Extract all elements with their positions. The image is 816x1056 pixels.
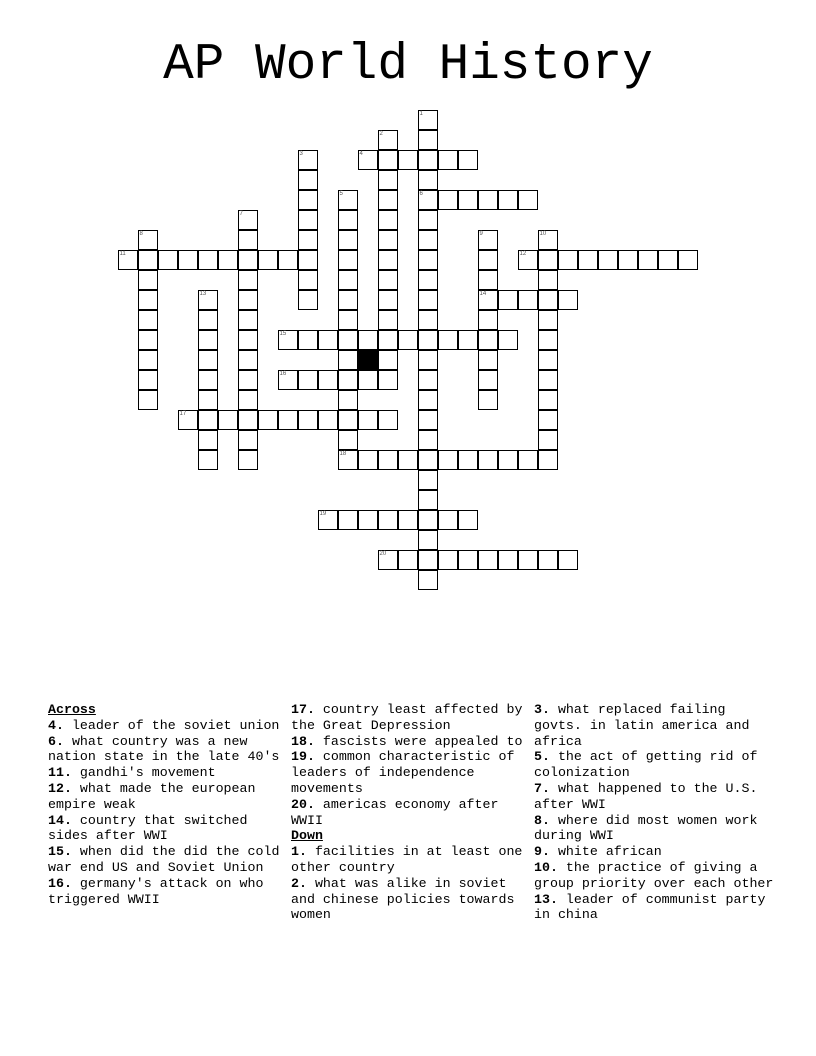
- grid-cell[interactable]: [338, 310, 358, 330]
- clue-number: 5: [339, 190, 343, 197]
- grid-cell[interactable]: [338, 450, 358, 470]
- clue-number: 2: [379, 130, 383, 137]
- grid-cell[interactable]: [478, 390, 498, 410]
- grid-cell[interactable]: [138, 250, 158, 270]
- grid-cell[interactable]: [538, 450, 558, 470]
- grid-cell[interactable]: [338, 210, 358, 230]
- grid-cell[interactable]: [418, 350, 438, 370]
- grid-cell[interactable]: [518, 550, 538, 570]
- grid-cell[interactable]: [378, 150, 398, 170]
- grid-cell[interactable]: [678, 250, 698, 270]
- grid-cell[interactable]: [298, 190, 318, 210]
- across-heading: Across: [48, 702, 96, 717]
- grid-cell[interactable]: [398, 450, 418, 470]
- grid-cell[interactable]: [478, 350, 498, 370]
- grid-cell[interactable]: [378, 370, 398, 390]
- grid-cell[interactable]: [538, 430, 558, 450]
- down-heading: Down: [291, 828, 323, 844]
- grid-cell[interactable]: [318, 410, 338, 430]
- grid-cell[interactable]: [438, 550, 458, 570]
- grid-cell[interactable]: [338, 410, 358, 430]
- grid-cell[interactable]: [198, 310, 218, 330]
- grid-cell[interactable]: [298, 410, 318, 430]
- grid-cell[interactable]: [358, 330, 378, 350]
- puzzle-title: AP World History: [163, 37, 653, 94]
- grid-cell[interactable]: [358, 370, 378, 390]
- grid-cell[interactable]: [538, 310, 558, 330]
- grid-cell[interactable]: [378, 450, 398, 470]
- clue-column-1: [48, 702, 288, 907]
- grid-cell[interactable]: [538, 250, 558, 270]
- grid-cell[interactable]: [318, 370, 338, 390]
- grid-cell[interactable]: [238, 370, 258, 390]
- clue-number: 1: [419, 110, 423, 117]
- grid-cell[interactable]: [418, 430, 438, 450]
- grid-cell[interactable]: [418, 470, 438, 490]
- grid-cell[interactable]: [238, 210, 258, 230]
- grid-cell[interactable]: [338, 430, 358, 450]
- grid-cell[interactable]: [418, 290, 438, 310]
- grid-cell[interactable]: [498, 330, 518, 350]
- grid-cell[interactable]: [238, 250, 258, 270]
- grid-cell[interactable]: [478, 230, 498, 250]
- clue-down-9: 9. white african: [534, 844, 662, 860]
- grid-cell[interactable]: [618, 250, 638, 270]
- grid-cell[interactable]: [238, 310, 258, 330]
- grid-cell[interactable]: [438, 450, 458, 470]
- grid-cell[interactable]: [298, 370, 318, 390]
- grid-cell[interactable]: [418, 310, 438, 330]
- grid-cell[interactable]: [198, 430, 218, 450]
- grid-cell[interactable]: [138, 370, 158, 390]
- grid-cell[interactable]: [578, 250, 598, 270]
- grid-cell[interactable]: [298, 210, 318, 230]
- grid-cell[interactable]: [498, 290, 518, 310]
- grid-cell[interactable]: [338, 390, 358, 410]
- grid-cell[interactable]: [138, 350, 158, 370]
- grid-cell[interactable]: [418, 130, 438, 150]
- grid-cell[interactable]: [518, 250, 538, 270]
- grid-cell[interactable]: [458, 450, 478, 470]
- clue-number: 12: [519, 250, 527, 257]
- grid-cell[interactable]: [478, 250, 498, 270]
- clue-across-4: 4. leader of the soviet union: [48, 717, 280, 733]
- grid-cell[interactable]: [338, 270, 358, 290]
- grid-cell[interactable]: [358, 510, 378, 530]
- grid-cell[interactable]: [238, 330, 258, 350]
- grid-cell[interactable]: [478, 550, 498, 570]
- clue-down-7: 7. what happened to the U.S. after WWI: [534, 780, 758, 812]
- clue-down-3: 3. what replaced failing govts. in latin america and africa: [534, 702, 750, 749]
- grid-cell[interactable]: [538, 270, 558, 290]
- grid-cell[interactable]: [298, 170, 318, 190]
- grid-cell[interactable]: [458, 150, 478, 170]
- grid-cell[interactable]: [198, 290, 218, 310]
- grid-cell[interactable]: [238, 350, 258, 370]
- grid-cell[interactable]: [478, 370, 498, 390]
- grid-cell[interactable]: [298, 250, 318, 270]
- grid-cell[interactable]: [338, 230, 358, 250]
- grid-cell[interactable]: [378, 210, 398, 230]
- grid-cell[interactable]: [198, 390, 218, 410]
- grid-cell[interactable]: [538, 330, 558, 350]
- grid-cell[interactable]: [218, 250, 238, 270]
- grid-cell[interactable]: [518, 290, 538, 310]
- grid-cell[interactable]: [398, 150, 418, 170]
- grid-cell[interactable]: [138, 230, 158, 250]
- grid-cell[interactable]: [478, 290, 498, 310]
- grid-cell[interactable]: [378, 310, 398, 330]
- clue-number: 9: [479, 230, 483, 237]
- grid-cell[interactable]: [638, 250, 658, 270]
- grid-cell[interactable]: [498, 450, 518, 470]
- clue-down-2: 2. what was alike in soviet and chinese policies towards women: [291, 875, 515, 923]
- clue-down-8: 8. where did most women work during WWI: [534, 812, 758, 844]
- grid-cell[interactable]: [418, 250, 438, 270]
- grid-cell[interactable]: [378, 170, 398, 190]
- grid-cell[interactable]: [538, 390, 558, 410]
- clue-number: 7: [239, 210, 243, 217]
- grid-cell[interactable]: [478, 270, 498, 290]
- grid-cell[interactable]: [418, 110, 438, 130]
- grid-cell[interactable]: [498, 550, 518, 570]
- grid-cell[interactable]: [238, 430, 258, 450]
- clue-across-11: 11. gandhi's movement: [48, 765, 216, 781]
- clue-across-19: 19. common characteristic of leaders of independence movements: [291, 749, 515, 796]
- clue-number: 20: [379, 550, 387, 557]
- grid-cell[interactable]: [558, 250, 578, 270]
- grid-cell[interactable]: [378, 410, 398, 430]
- grid-cell[interactable]: [458, 510, 478, 530]
- clue-across-14: 14. country that switched sides after WWI: [48, 812, 248, 844]
- grid-cell[interactable]: [438, 510, 458, 530]
- grid-cell[interactable]: [378, 550, 398, 570]
- grid-cell[interactable]: [538, 350, 558, 370]
- grid-cell[interactable]: [138, 330, 158, 350]
- grid-cell[interactable]: [418, 370, 438, 390]
- grid-cell[interactable]: [598, 250, 618, 270]
- grid-cell[interactable]: [378, 190, 398, 210]
- grid-cell[interactable]: [478, 310, 498, 330]
- grid-cell[interactable]: [278, 330, 298, 350]
- grid-cell[interactable]: [198, 330, 218, 350]
- clue-across-17: 17. country least affected by the Great Depression: [291, 702, 523, 733]
- grid-cell[interactable]: [338, 290, 358, 310]
- grid-cell[interactable]: [258, 410, 278, 430]
- grid-cell[interactable]: [138, 270, 158, 290]
- grid-cell[interactable]: [398, 330, 418, 350]
- grid-cell[interactable]: [538, 370, 558, 390]
- grid-cell[interactable]: [398, 510, 418, 530]
- clue-across-15: 15. when did the did the cold war end US and Soviet Union: [48, 844, 280, 875]
- grid-cell[interactable]: [198, 250, 218, 270]
- clue-number: 13: [199, 290, 207, 297]
- clue-number: 10: [539, 230, 547, 237]
- clue-number: 16: [279, 370, 287, 377]
- grid-cell[interactable]: [538, 410, 558, 430]
- grid-cell[interactable]: [558, 550, 578, 570]
- grid-cell[interactable]: [278, 250, 298, 270]
- grid-cell[interactable]: [418, 450, 438, 470]
- clue-down-5: 5. the act of getting rid of colonization: [534, 749, 758, 781]
- grid-cell[interactable]: [558, 290, 578, 310]
- grid-cell[interactable]: [338, 350, 358, 370]
- grid-cell[interactable]: [198, 350, 218, 370]
- clue-number: 17: [179, 410, 187, 417]
- grid-cell[interactable]: [278, 370, 298, 390]
- clue-number: 14: [479, 290, 487, 297]
- grid-cell[interactable]: [538, 230, 558, 250]
- grid-cell[interactable]: [418, 170, 438, 190]
- crossword-grid: [118, 110, 718, 610]
- grid-cell[interactable]: [418, 530, 438, 550]
- grid-cell[interactable]: [118, 250, 138, 270]
- grid-cell[interactable]: [418, 190, 438, 210]
- grid-cell[interactable]: [298, 150, 318, 170]
- grid-cell[interactable]: [378, 250, 398, 270]
- grid-cell[interactable]: [378, 350, 398, 370]
- grid-cell[interactable]: [418, 550, 438, 570]
- grid-cell[interactable]: [318, 510, 338, 530]
- grid-cell[interactable]: [418, 570, 438, 590]
- grid-cell[interactable]: [138, 290, 158, 310]
- grid-cell[interactable]: [338, 370, 358, 390]
- grid-cell[interactable]: [358, 150, 378, 170]
- grid-cell[interactable]: [298, 330, 318, 350]
- grid-cell[interactable]: [438, 330, 458, 350]
- grid-cell[interactable]: [458, 550, 478, 570]
- grid-cell[interactable]: [478, 190, 498, 210]
- grid-cell[interactable]: [358, 410, 378, 430]
- clue-number: 4: [359, 150, 363, 157]
- grid-cell[interactable]: [378, 290, 398, 310]
- grid-cell[interactable]: [418, 210, 438, 230]
- clue-column-2: [291, 702, 531, 923]
- grid-cell[interactable]: [438, 190, 458, 210]
- grid-cell[interactable]: [138, 390, 158, 410]
- clue-number: 6: [419, 190, 423, 197]
- grid-cell[interactable]: [138, 310, 158, 330]
- grid-cell[interactable]: [238, 410, 258, 430]
- clue-across-6: 6. what country was a new nation state in the late 40's: [48, 733, 280, 765]
- clue-number: 8: [139, 230, 143, 237]
- grid-cell[interactable]: [298, 270, 318, 290]
- clue-across-12: 12. what made the european empire weak: [48, 780, 256, 812]
- grid-cell[interactable]: [238, 390, 258, 410]
- grid-cell[interactable]: [318, 330, 338, 350]
- grid-cell[interactable]: [458, 190, 478, 210]
- grid-cell[interactable]: [238, 230, 258, 250]
- clue-number: 18: [339, 450, 347, 457]
- clue-across-16: 16. germany's attack on who triggered WWII: [48, 875, 264, 907]
- black-cell: [358, 350, 378, 370]
- clue-down-13: 13. leader of communist party in china: [534, 891, 766, 923]
- grid-cell[interactable]: [418, 270, 438, 290]
- grid-cell[interactable]: [538, 290, 558, 310]
- grid-cell[interactable]: [238, 450, 258, 470]
- clue-number: 15: [279, 330, 287, 337]
- grid-cell[interactable]: [518, 190, 538, 210]
- grid-cell[interactable]: [418, 390, 438, 410]
- clue-across-20: 20. americas economy after WWII: [291, 796, 499, 828]
- grid-cell[interactable]: [198, 410, 218, 430]
- clue-down-10: 10. the practice of giving a group priority over each other: [534, 859, 774, 891]
- grid-cell[interactable]: [198, 370, 218, 390]
- clue-across-18: 18. fascists were appealed to: [291, 733, 523, 749]
- grid-cell[interactable]: [258, 250, 278, 270]
- grid-cell[interactable]: [358, 450, 378, 470]
- clue-number: 11: [119, 250, 126, 257]
- grid-cell[interactable]: [458, 330, 478, 350]
- grid-cell[interactable]: [378, 130, 398, 150]
- grid-cell[interactable]: [498, 190, 518, 210]
- grid-cell[interactable]: [338, 190, 358, 210]
- grid-cell[interactable]: [218, 410, 238, 430]
- grid-cell[interactable]: [378, 230, 398, 250]
- grid-cell[interactable]: [378, 270, 398, 290]
- grid-cell[interactable]: [478, 330, 498, 350]
- grid-cell[interactable]: [438, 150, 458, 170]
- grid-cell[interactable]: [198, 450, 218, 470]
- grid-cell[interactable]: [418, 410, 438, 430]
- grid-cell[interactable]: [338, 330, 358, 350]
- grid-cell[interactable]: [378, 330, 398, 350]
- grid-cell[interactable]: [158, 250, 178, 270]
- grid-cell[interactable]: [178, 250, 198, 270]
- grid-cell[interactable]: [658, 250, 678, 270]
- grid-cell[interactable]: [238, 270, 258, 290]
- grid-cell[interactable]: [278, 410, 298, 430]
- grid-cell[interactable]: [238, 290, 258, 310]
- grid-cell[interactable]: [478, 450, 498, 470]
- grid-cell[interactable]: [338, 250, 358, 270]
- clue-number: 19: [319, 510, 327, 517]
- grid-cell[interactable]: [418, 230, 438, 250]
- grid-cell[interactable]: [298, 290, 318, 310]
- grid-cell[interactable]: [418, 330, 438, 350]
- clue-column-3: [534, 702, 774, 923]
- grid-cell[interactable]: [418, 150, 438, 170]
- grid-cell[interactable]: [178, 410, 198, 430]
- grid-cell[interactable]: [418, 510, 438, 530]
- grid-cell[interactable]: [398, 550, 418, 570]
- grid-cell[interactable]: [418, 490, 438, 510]
- clue-down-1: 1. facilities in at least one other country: [291, 844, 523, 875]
- grid-cell[interactable]: [298, 230, 318, 250]
- grid-cell[interactable]: [378, 510, 398, 530]
- grid-cell[interactable]: [338, 510, 358, 530]
- grid-cell[interactable]: [518, 450, 538, 470]
- clue-number: 3: [299, 150, 303, 157]
- grid-cell[interactable]: [538, 550, 558, 570]
